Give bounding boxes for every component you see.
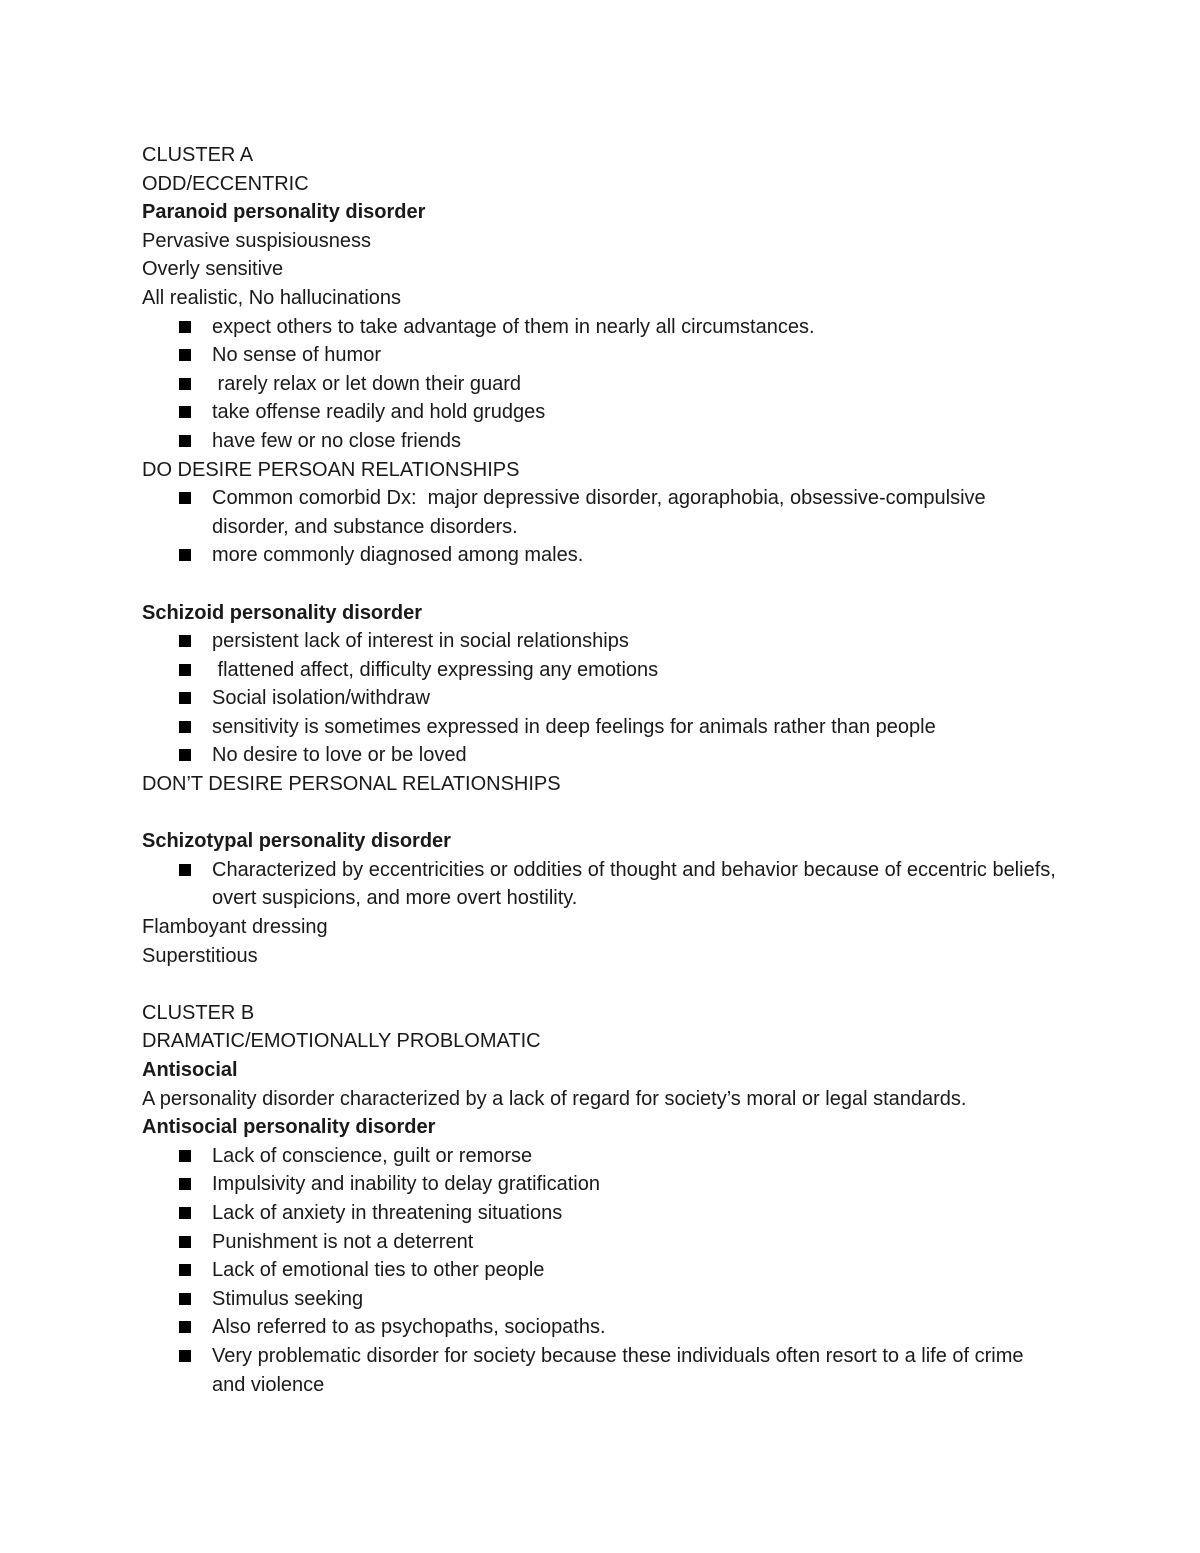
list-item [142, 741, 1062, 770]
list-item [142, 541, 1062, 570]
square-bullet-icon [179, 1321, 191, 1333]
schizoid-bullet-list [142, 627, 1062, 770]
list-item-text: Lack of conscience, guilt or remorse [212, 1144, 533, 1167]
square-bullet-icon [179, 864, 191, 876]
list-item-text: Characterized by eccentricities or oddities of thought and behavior because of eccentric beliefs, overt suspicions, and more overt hostility. [212, 858, 1056, 910]
list-item [142, 1142, 1062, 1171]
list-item [142, 1228, 1062, 1257]
apd-heading: Antisocial personality disorder [142, 1116, 436, 1139]
list-item-text: sensitivity is sometimes expressed in deep feelings for animals rather than people [212, 715, 936, 738]
paranoid-heading: Paranoid personality disorder [142, 201, 426, 224]
list-item-text: Impulsivity and inability to delay gratification [212, 1173, 600, 1196]
cluster-b-subtitle: DRAMATIC/EMOTIONALLY PROBLOMATIC [142, 1030, 541, 1053]
list-item [142, 1342, 1062, 1399]
square-bullet-icon [179, 1207, 191, 1219]
list-item-text: No sense of humor [212, 344, 381, 367]
list-item [142, 1285, 1062, 1314]
list-item [142, 427, 1062, 456]
spacer [142, 970, 1062, 999]
list-item [142, 484, 1062, 541]
cluster-b-title: CLUSTER B [142, 1001, 255, 1024]
schizoid-heading: Schizoid personality disorder [142, 601, 423, 624]
square-bullet-icon [179, 692, 191, 704]
schizotypal-heading: Schizotypal personality disorder [142, 830, 451, 853]
list-item-text: Very problematic disorder for society because these individuals often resort to a life of crime and violence [212, 1344, 1024, 1396]
paranoid-line: Overly sensitive [142, 258, 284, 281]
list-item-text: flattened affect, difficulty expressing any emotions [212, 658, 659, 681]
square-bullet-icon [179, 664, 191, 676]
list-item-text: Also referred to as psychopaths, sociopaths. [212, 1316, 606, 1339]
list-item [142, 627, 1062, 656]
list-item [142, 398, 1062, 427]
square-bullet-icon [179, 1178, 191, 1190]
list-item-text: Common comorbid Dx: major depressive disorder, agoraphobia, obsessive-compulsive disorder, and substance disorders. [212, 487, 992, 538]
paranoid-line: All realistic, No hallucinations [142, 286, 402, 309]
list-item [142, 684, 1062, 713]
list-item [142, 1313, 1062, 1342]
list-item [142, 313, 1062, 342]
apd-bullet-list [142, 1142, 1062, 1399]
square-bullet-icon [179, 721, 191, 733]
list-item-text: rarely relax or let down their guard [212, 372, 522, 395]
list-item [142, 713, 1062, 742]
list-item-text: No desire to love or be loved [212, 744, 467, 767]
spacer [142, 570, 1062, 599]
paranoid-line: Pervasive suspisiousness [142, 229, 371, 252]
schizotypal-bullet-list [142, 856, 1062, 913]
square-bullet-icon [179, 1236, 191, 1248]
square-bullet-icon [179, 378, 191, 390]
schizotypal-line: Superstitious [142, 944, 258, 967]
document-page [142, 141, 1062, 1399]
paranoid-bullet-list [142, 313, 1062, 456]
list-item [142, 341, 1062, 370]
antisocial-definition: A personality disorder characterized by a lack of regard for society’s moral or legal standards. [142, 1087, 967, 1110]
square-bullet-icon [179, 1150, 191, 1162]
square-bullet-icon [179, 406, 191, 418]
square-bullet-icon [179, 492, 191, 504]
list-item-text: Stimulus seeking [212, 1287, 364, 1310]
schizotypal-line: Flamboyant dressing [142, 916, 328, 939]
list-item [142, 1170, 1062, 1199]
list-item [142, 1256, 1062, 1285]
square-bullet-icon [179, 321, 191, 333]
paranoid-bullet-list-2 [142, 484, 1062, 570]
list-item-text: Lack of emotional ties to other people [212, 1259, 545, 1282]
list-item-text: expect others to take advantage of them in nearly all circumstances. [212, 315, 815, 338]
list-item-text: more commonly diagnosed among males. [212, 544, 584, 567]
square-bullet-icon [179, 349, 191, 361]
square-bullet-icon [179, 435, 191, 447]
list-item-text: persistent lack of interest in social relationships [212, 630, 629, 653]
square-bullet-icon [179, 1264, 191, 1276]
square-bullet-icon [179, 1350, 191, 1362]
spacer [142, 799, 1062, 828]
list-item [142, 1199, 1062, 1228]
list-item-text: Punishment is not a deterrent [212, 1230, 474, 1253]
list-item-text: Lack of anxiety in threatening situations [212, 1201, 563, 1224]
list-item-text: Social isolation/withdraw [212, 687, 430, 710]
list-item [142, 656, 1062, 685]
square-bullet-icon [179, 1293, 191, 1305]
antisocial-heading: Antisocial [142, 1059, 238, 1081]
paranoid-note: DO DESIRE PERSOAN RELATIONSHIPS [142, 458, 520, 481]
cluster-a-title: CLUSTER A [142, 144, 254, 166]
list-item [142, 856, 1062, 913]
square-bullet-icon [179, 749, 191, 761]
list-item-text: take offense readily and hold grudges [212, 401, 546, 424]
square-bullet-icon [179, 635, 191, 647]
schizoid-note: DON’T DESIRE PERSONAL RELATIONSHIPS [142, 773, 561, 796]
cluster-a-subtitle: ODD/ECCENTRIC [142, 172, 309, 195]
list-item [142, 370, 1062, 399]
square-bullet-icon [179, 549, 191, 561]
list-item-text: have few or no close friends [212, 429, 462, 452]
